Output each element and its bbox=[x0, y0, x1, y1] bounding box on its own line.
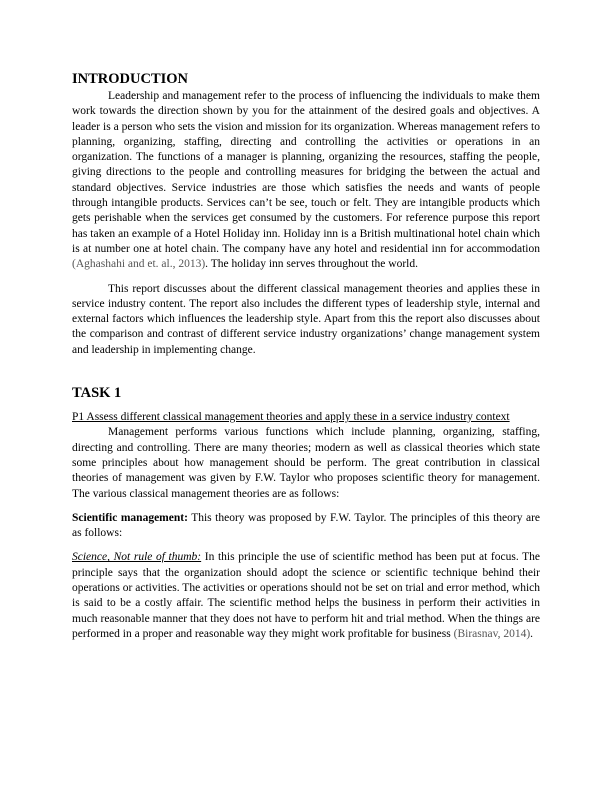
scientific-management-label: Scientific management: bbox=[72, 511, 188, 524]
scientific-management-text: This theory was proposed by F.W. Taylor. The principles of this theory are as follows: bbox=[72, 511, 541, 540]
intro-citation: (Aghashahi and et. al., 2013) bbox=[72, 258, 206, 271]
rule-of-thumb-text: In this principle the use of scientific method has been put at focus. The principle says that the organization should adopt the science or scientific technique behind their operations or activities. The activities or operations should not be set on trial and error method, which is said to be a costly affair. The scientific method helps the business in perform their activities in much reasonable manner that they does not have to perform hit and trial method. When the things are performed in a proper and reasonable way they might work profitable for business bbox=[72, 551, 540, 640]
rule-of-thumb-label: Science, Not rule of thumb: bbox=[72, 551, 202, 564]
rule-of-thumb-end: . bbox=[530, 627, 534, 640]
intro-p1-text: Leadership and management refer to the process of influencing the individuals to make them work towards the direction shown by you for the attainment of the desired goals and objectives. A leader is a person who sets the vision and mission for its organization. Whereas management refers to planning, organizing, staffing, directing and controlling the activities or operations in an organization. The functions of a manager is planning, organizing the resources, staffing the people, giving directions to the people and controlling measures for bridging the between the actual and standard objectives. Service industries are those which satisfies the needs and wants of people through intangible products. Services can’t be see, touch or felt. They are intangible products which gets perishable when the services get consumed by the customers. For reference purpose this report has taken an example of a Hotel Holiday inn. Holiday inn is a British multinational hotel chain which is at number one at hotel chain. The company have any hotel and residential inn for accommodation bbox=[72, 90, 540, 255]
task1-heading: TASK 1 bbox=[72, 385, 122, 402]
introduction-heading: INTRODUCTION bbox=[72, 71, 189, 87]
intro-p1-end: . The holiday inn serves throughout the world. bbox=[205, 258, 418, 271]
rule-of-thumb-paragraph bbox=[72, 550, 540, 642]
task1-paragraph-1: Management performs various functions which include planning, organizing, staffing, directing and controlling. There are many theories; modern as well as classical theories which state some principles about how management should be perform. The great contribution in classical theories of management was given by F.W. Taylor who proposes scientific theory for management. The various classical management theories are as follows: bbox=[72, 426, 540, 500]
scientific-management-paragraph bbox=[72, 511, 540, 542]
introduction-paragraph-2: This report discusses about the different classical management theories and applies these in service industry content. The report also includes the different types of leadership style, internal and external factors which influences the leadership style. Apart from this the report also discusses about the comparison and contrast of different service industry organizations’ change management system and leadership in implementing change. bbox=[72, 282, 540, 356]
introduction-paragraph-1 bbox=[72, 89, 540, 273]
task1-subheading: P1 Assess different classical management theories and apply these in a service industry context bbox=[72, 411, 510, 424]
rule-of-thumb-citation: (Birasnav, 2014) bbox=[453, 627, 531, 640]
document-page bbox=[72, 70, 540, 642]
